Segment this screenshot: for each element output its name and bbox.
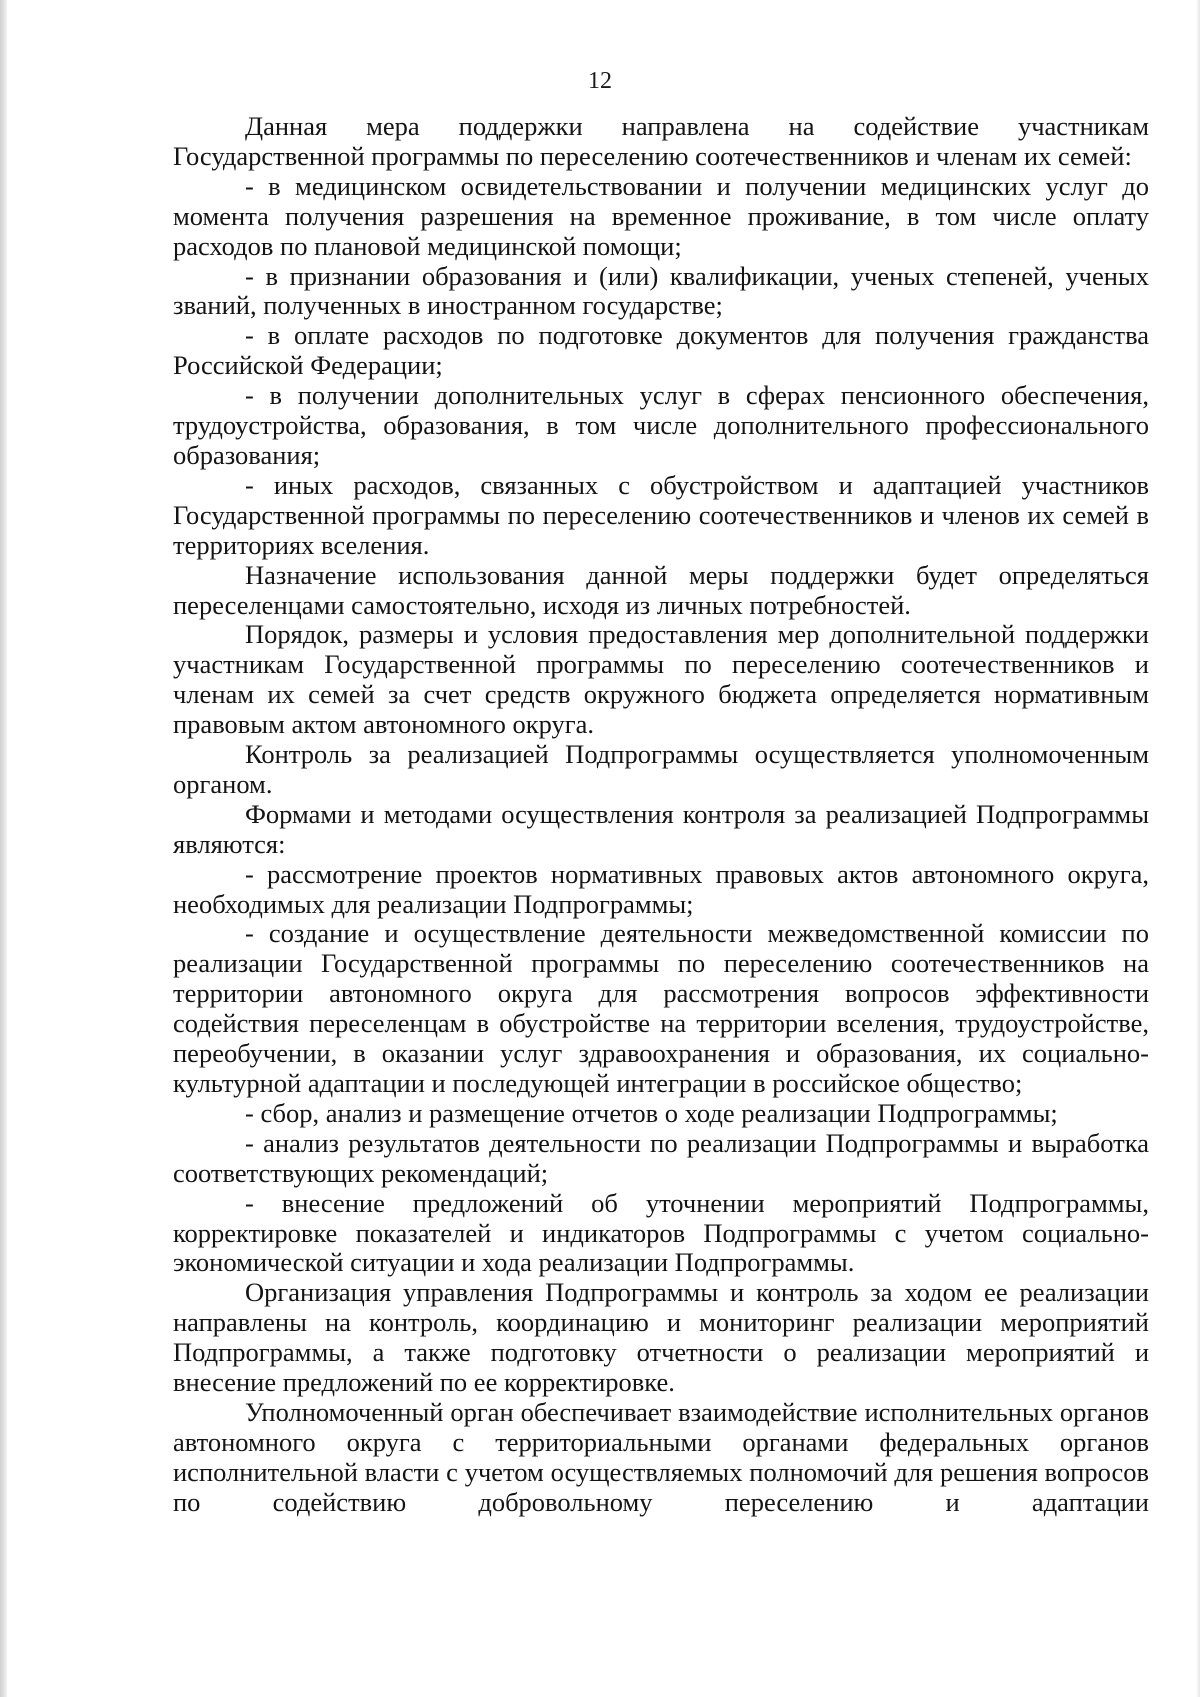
list-item-other-expenses: - иных расходов, связанных с обустройством и адаптацией участников Государственной программы по переселению соотечественников и членов их семей в территориях вселения.: [173, 469, 1149, 560]
scan-edge-left: [0, 0, 7, 1697]
paragraph-support-purpose: Данная мера поддержки направлена на содействие участникам Государственной программы по переселению соотечественников и членам их семей:: [173, 111, 1149, 171]
list-item-citizenship-docs: - в оплате расходов по подготовке документов для получения гражданства Российской Федерации;: [173, 320, 1149, 381]
paragraph-management: Организация управления Подпрограммы и контроль за ходом ее реализации направлены на контроль, координацию и мониторинг реализации мероприятий Подпрограммы, а также подготовку отчетности о реализации мероприятий и внесение предложений по ее корректировке.: [173, 1277, 1149, 1398]
list-item-medical: - в медицинском освидетельствовании и получении медицинских услуг до момента получения разрешения на временное проживание, в том числе оплату расходов по плановой медицинской помощи;: [173, 170, 1149, 261]
list-item-draft-acts: - рассмотрение проектов нормативных правовых актов автономного округа, необходимых для реализации Подпрограммы;: [173, 858, 1149, 919]
paragraph-authorized-body: Уполномоченный орган обеспечивает взаимодействие исполнительных органов автономного округа с территориальными органами федеральных органов исполнительной власти с учетом осуществляемых полномочий для решения вопросов по содействию добровольному переселению и адаптации: [173, 1396, 1149, 1517]
list-item-analysis: - анализ результатов деятельности по реализации Подпрограммы и выработка соответствующих рекомендаций;: [173, 1127, 1149, 1188]
document-body: [173, 112, 1149, 1518]
paragraph-procedure: Порядок, размеры и условия предоставления мер дополнительной поддержки участникам Государственной программы по переселению соотечественников и членам их семей за счет средств окружного бюджета определяется нормативным правовым актом автономного округа.: [173, 619, 1149, 740]
list-item-education-recognition: - в признании образования и (или) квалификации, ученых степеней, ученых званий, полученных в иностранном государстве;: [173, 260, 1149, 321]
paragraph-purpose-determination: Назначение использования данной меры поддержки будет определяться переселенцами самостоятельно, исходя из личных потребностей.: [173, 559, 1149, 620]
list-item-proposals: - внесение предложений об уточнении мероприятий Подпрограммы, корректировке показателей и индикаторов Подпрограммы с учетом социально-экономической ситуации и хода реализации Подпрограммы.: [173, 1187, 1149, 1278]
scan-edge-right: [1196, 0, 1200, 1697]
list-item-commission: - создание и осуществление деятельности межведомственной комиссии по реализации Государственной программы по переселению соотечественников на территории автономного округа для рассмотрения вопросов эффективности содействия переселенцам в обустройстве на территории вселения, трудоустройстве, переобучении, в оказании услуг здравоохранения и образования, их социально-культурной адаптации и последующей интеграции в российское общество;: [173, 918, 1149, 1098]
page-number: 12: [588, 68, 612, 94]
list-item-reports: - сбор, анализ и размещение отчетов о ходе реализации Подпрограммы;: [245, 1097, 1058, 1128]
paragraph-control-forms: Формами и методами осуществления контроля за реализацией Подпрограммы являются:: [173, 798, 1149, 859]
list-item-additional-services: - в получении дополнительных услуг в сферах пенсионного обеспечения, трудоустройства, образования, в том числе дополнительного профессионального образования;: [173, 380, 1149, 470]
paragraph-control: Контроль за реализацией Подпрограммы осуществляется уполномоченным органом.: [173, 739, 1149, 799]
